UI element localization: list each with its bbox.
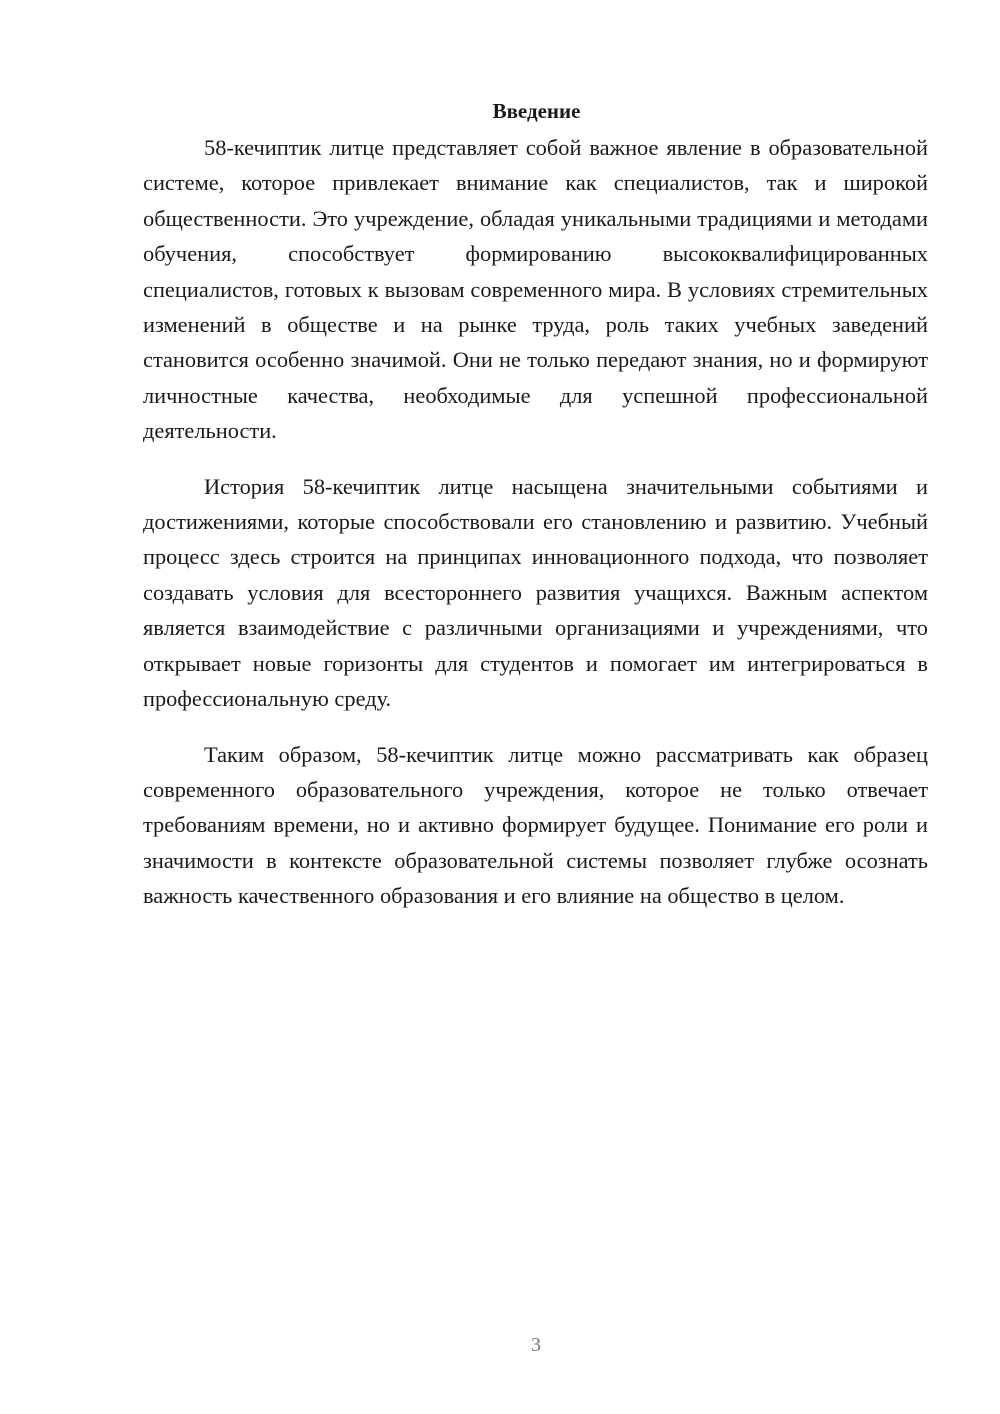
paragraph: 58-кечиптик литце представляет собой важное явление в образовательной системе, которое привлекает внимание как специалистов, так и широкой общественности. Это учреждение, обладая уникальными традициями и методами обучения, способствует формированию высококвалифицированных специалистов, готовых к вызовам современного мира. В условиях стремительных изменений в обществе и на рынке труда, роль таких учебных заведений становится особенно значимой. Они не только передают знания, но и формируют личностные качества, необходимые для успешной профессиональной деятельности. [143, 135, 928, 444]
page-number: 3 [531, 1334, 541, 1356]
paragraph: Таким образом, 58-кечиптик литце можно рассматривать как образец современного образовательного учреждения, которое не только отвечает требованиям времени, но и активно формирует будущее. Понимание его роли и значимости в контексте образовательной системы позволяет глубже осознать важность качественного образования и его влияние на общество в целом. [143, 741, 928, 909]
section-title: Введение [492, 99, 581, 123]
page-content [143, 96, 928, 914]
paragraph: История 58-кечиптик литце насыщена значительными событиями и достижениями, которые способствовали его становлению и развитию. Учебный процесс здесь строится на принципах инновационного подхода, что позволяет создавать условия для всестороннего развития учащихся. Важным аспектом является взаимодействие с различными организациями и учреждениями, что открывает новые горизонты для студентов и помогает им интегрироваться в профессиональную среду. [143, 473, 928, 712]
